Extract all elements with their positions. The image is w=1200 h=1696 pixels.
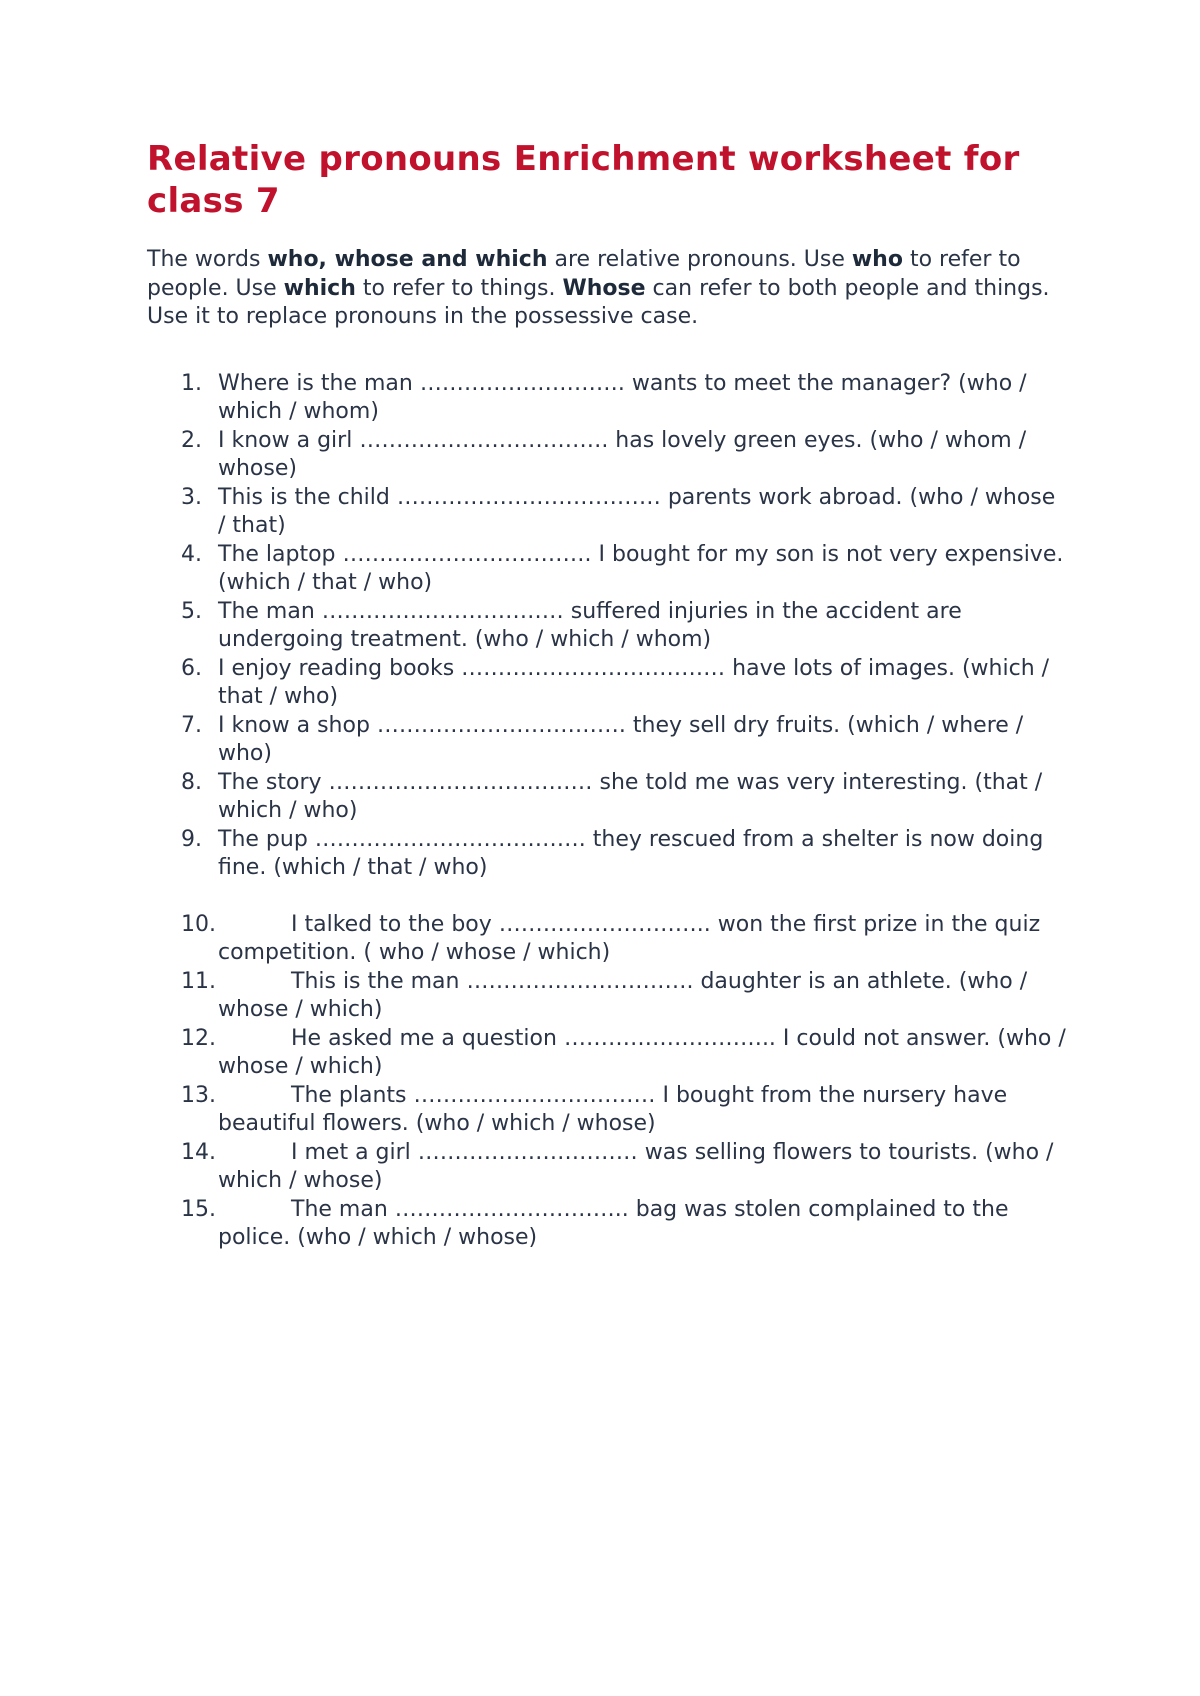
question-number: 1. <box>181 370 202 396</box>
question-item <box>147 541 1067 598</box>
question-number: 7. <box>181 712 202 738</box>
question-number: 8. <box>181 769 202 795</box>
question-text: I know a shop ……………………………. they sell dry fruits. (which / where / who) <box>218 712 1024 766</box>
question-text: This is the man …………………………. daughter is an athlete. (who / whose / which) <box>218 968 1028 1022</box>
question-text: I met a girl ………………………… was selling flowers to tourists. (who / which / whose) <box>218 1139 1054 1193</box>
question-text: The man …………………………… suffered injuries in the accident are undergoing treatment. (who / which / whom) <box>218 598 962 652</box>
intro-text: can refer to both people and things. Use it to replace pronouns in the possessive case. <box>147 275 1050 329</box>
question-number: 3. <box>181 484 202 510</box>
question-text: The pup ………………………………. they rescued from a shelter is now doing fine. (which / that / who) <box>218 826 1044 880</box>
question-text: The laptop ……………………………. I bought for my son is not very expensive. (which / that / who) <box>218 541 1064 595</box>
intro-text: to refer to things. <box>355 275 563 301</box>
question-number: 13. <box>181 1082 216 1108</box>
question-text: I enjoy reading books ……………………………… have lots of images. (which / that / who) <box>218 655 1050 709</box>
question-number: 15. <box>181 1196 216 1222</box>
intro-paragraph <box>147 246 1067 332</box>
question-number: 2. <box>181 427 202 453</box>
question-item <box>147 968 1067 1025</box>
intro-text: The words <box>147 247 268 272</box>
question-item <box>147 1139 1067 1196</box>
question-text: The plants …………………………… I bought from the nursery have beautiful flowers. (who / which / whose) <box>218 1082 1008 1136</box>
question-item <box>147 598 1067 655</box>
question-number: 14. <box>181 1139 216 1165</box>
intro-text: are relative pronouns. Use <box>547 247 852 272</box>
question-text: This is the child ……………………………… parents work abroad. (who / whose / that) <box>218 484 1056 538</box>
question-item <box>147 826 1067 883</box>
question-number: 12. <box>181 1025 216 1051</box>
question-number: 9. <box>181 826 202 852</box>
question-number: 10. <box>181 911 216 937</box>
question-number: 11. <box>181 968 216 994</box>
question-item <box>147 370 1067 427</box>
intro-bold: Whose <box>562 275 646 301</box>
intro-bold: which <box>283 275 356 301</box>
question-list-1 <box>147 370 1067 883</box>
intro-text: to refer to people. Use <box>147 247 1021 301</box>
worksheet-page <box>147 138 1067 1253</box>
question-text: Where is the man ………………………. wants to meet the manager? (who / which / whom) <box>218 370 1027 424</box>
intro-bold: who, whose and which <box>267 247 548 272</box>
question-number: 5. <box>181 598 202 624</box>
question-list-2 <box>147 911 1067 1253</box>
question-item <box>147 655 1067 712</box>
question-item <box>147 712 1067 769</box>
question-item <box>147 1082 1067 1139</box>
question-item <box>147 911 1067 968</box>
question-text: He asked me a question ……………………….. I could not answer. (who / whose / which) <box>218 1025 1066 1079</box>
question-text: I talked to the boy ……………………….. won the first prize in the quiz competition. ( who / whose / which) <box>218 911 1041 965</box>
question-item <box>147 769 1067 826</box>
question-item <box>147 484 1067 541</box>
question-number: 6. <box>181 655 202 681</box>
page-title: Relative pronouns Enrichment worksheet for class 7 <box>147 139 1020 221</box>
question-text: The story ……………………………… she told me was very interesting. (that / which / who) <box>218 769 1043 823</box>
question-item <box>147 1196 1067 1253</box>
intro-bold: who <box>851 247 903 272</box>
question-number: 4. <box>181 541 202 567</box>
question-item <box>147 427 1067 484</box>
question-text: I know a girl ……………………………. has lovely green eyes. (who / whom / whose) <box>218 427 1027 481</box>
question-text: The man ………………………….. bag was stolen complained to the police. (who / which / whose) <box>218 1196 1009 1250</box>
question-item <box>147 1025 1067 1082</box>
